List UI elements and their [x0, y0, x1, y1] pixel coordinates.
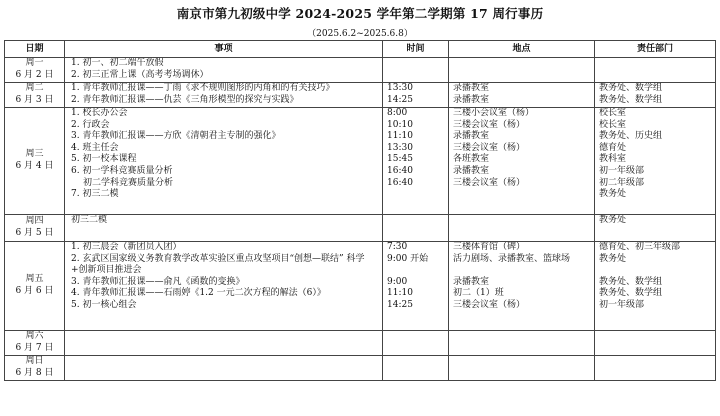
item: 2. 玄武区国家级义务教育教学改革实验区重点攻坚项目“创想—联结” 科学+创新项目推进会	[71, 253, 365, 276]
time: 13:30	[387, 83, 413, 93]
place: 录播教室	[453, 94, 490, 105]
header-date: 日期	[5, 41, 65, 58]
weekday: 周一	[25, 58, 44, 69]
place: 初二（1）班	[453, 288, 504, 299]
dept-cell	[595, 242, 716, 331]
place: 录播教室	[453, 83, 490, 93]
items-cell	[65, 108, 383, 215]
header-row	[5, 41, 716, 58]
spacer	[453, 265, 590, 277]
time-cell	[383, 331, 449, 356]
dept: 教务处	[599, 253, 627, 264]
place: 录播教室	[453, 131, 490, 142]
item: 2. 青年教师汇报课——仇芸《三角形模型的探究与实践》	[71, 94, 299, 105]
dept: 初一年级部	[599, 299, 645, 310]
dept: 教科室	[599, 154, 627, 165]
items-cell	[65, 331, 383, 356]
dept: 德育处	[599, 142, 627, 153]
dept: 校长室	[599, 119, 627, 130]
time: 11:10	[387, 131, 413, 142]
place: 录播教室	[453, 276, 490, 287]
date: 6 月 4 日	[15, 161, 54, 171]
dept-cell	[595, 215, 716, 242]
time: 14:25	[387, 94, 413, 105]
item: 1. 初三晨会（新团员入团）	[71, 242, 182, 252]
place: 活力剧场、录播教室、篮球场	[453, 253, 571, 264]
item: 5. 初一校本课程	[71, 154, 137, 165]
time: 10:10	[387, 119, 413, 130]
spacer	[387, 265, 444, 277]
time-cell	[383, 242, 449, 331]
items-cell	[65, 83, 383, 108]
day-row-thursday	[5, 215, 716, 242]
place-cell	[449, 356, 595, 381]
place: 录播教室	[453, 165, 490, 176]
date: 6 月 7 日	[15, 343, 54, 353]
date-cell	[5, 108, 65, 215]
date-cell	[5, 242, 65, 331]
weekday: 周五	[25, 274, 44, 285]
day-row-friday	[5, 242, 716, 331]
dept: 教务处、数学组	[599, 288, 663, 299]
header-place: 地点	[449, 41, 595, 58]
dept: 教务处、数学组	[599, 94, 663, 105]
date-cell	[5, 356, 65, 381]
day-row-monday	[5, 58, 716, 83]
time: 13:30	[387, 142, 413, 153]
place-cell	[449, 242, 595, 331]
weekday: 周三	[25, 149, 44, 160]
items-cell	[65, 356, 383, 381]
items-cell	[65, 242, 383, 331]
time-cell	[383, 108, 449, 215]
date: 6 月 2 日	[15, 70, 54, 80]
place-cell	[449, 215, 595, 242]
time-cell	[383, 83, 449, 108]
dept-cell	[595, 356, 716, 381]
items-cell	[65, 58, 383, 83]
item: 4. 班主任会	[71, 142, 119, 153]
date-cell	[5, 215, 65, 242]
dept: 教务处、数学组	[599, 276, 663, 287]
dept: 教务处	[599, 189, 627, 200]
item: 初二学科竞赛质量分析	[83, 177, 174, 188]
place: 三楼会议室（杨）	[453, 299, 526, 310]
time-cell	[383, 58, 449, 83]
time-cell	[383, 356, 449, 381]
time-cell	[383, 215, 449, 242]
schedule-table	[4, 40, 716, 381]
date: 6 月 6 日	[15, 286, 54, 296]
day-row-wednesday	[5, 108, 716, 215]
place: 三楼会议室（杨）	[453, 177, 526, 188]
place: 三楼会议室（杨）	[453, 119, 526, 130]
weekday: 周六	[25, 331, 44, 342]
weekday: 周四	[25, 216, 44, 227]
time: 14:25	[387, 299, 413, 310]
day-row-saturday	[5, 331, 716, 356]
weekday: 周日	[25, 356, 44, 367]
time: 15:45	[387, 154, 413, 165]
item: 4. 青年教师汇报课——石雨婷《1.2 一元二次方程的解法（6）》	[71, 288, 326, 299]
header-time: 时间	[383, 41, 449, 58]
item: 1. 青年教师汇报课——丁雨《求不规则图形的内角和的有关技巧》	[71, 83, 335, 93]
dept-cell	[595, 331, 716, 356]
page-title: 南京市第九初级中学 2024-2025 学年第二学期第 17 周行事历	[176, 6, 544, 21]
time: 9:00 开始	[387, 253, 429, 264]
time: 8:00	[387, 108, 408, 118]
item: 1. 初一、初二端午放假	[71, 58, 164, 68]
items-cell	[65, 215, 383, 242]
date: 6 月 3 日	[15, 95, 54, 105]
time: 16:40	[387, 177, 413, 188]
place: 三楼小会议室（杨）	[453, 108, 535, 118]
time: 7:30	[387, 242, 408, 252]
place-cell	[449, 58, 595, 83]
place-cell	[449, 83, 595, 108]
spacer	[599, 265, 711, 277]
item: 7. 初三二模	[71, 189, 119, 200]
dept: 教务处、数学组	[599, 83, 663, 93]
place-cell	[449, 108, 595, 215]
item: 3. 青年教师汇报课——俞凡《函数的变换》	[71, 276, 245, 287]
time: 9:00	[387, 276, 408, 287]
dept-cell	[595, 108, 716, 215]
date-cell	[5, 58, 65, 83]
item: 6. 初一学科竞赛质量分析	[71, 165, 173, 176]
header-items: 事项	[65, 41, 383, 58]
dept-cell	[595, 58, 716, 83]
date-cell	[5, 331, 65, 356]
place: 三楼体育馆（碑）	[453, 242, 526, 252]
place: 各班教室	[453, 154, 490, 165]
header-dept: 责任部门	[595, 41, 716, 58]
dept: 初二年级部	[599, 177, 645, 188]
dept: 教务处、历史组	[599, 131, 663, 142]
place: 三楼会议室（杨）	[453, 142, 526, 153]
day-row-tuesday	[5, 83, 716, 108]
dept: 教务处	[599, 215, 627, 225]
weekday: 周二	[25, 83, 44, 94]
time: 11:10	[387, 288, 413, 299]
item: 2. 行政会	[71, 119, 110, 130]
date: 6 月 8 日	[15, 368, 54, 378]
date-cell	[5, 83, 65, 108]
dept: 德育处、初三年级部	[599, 242, 681, 252]
item: 初三二模	[71, 215, 108, 225]
time: 16:40	[387, 165, 413, 176]
item: 3. 青年教师汇报课——方欣《清朝君主专制的强化》	[71, 131, 281, 142]
place-cell	[449, 331, 595, 356]
item: 2. 初三正常上课（高考考场调休）	[71, 69, 209, 80]
date: 6 月 5 日	[15, 228, 54, 238]
day-row-sunday	[5, 356, 716, 381]
item: 1. 校长办公会	[71, 108, 128, 118]
dept: 校长室	[599, 108, 627, 118]
date-range: （2025.6.2~2025.6.8）	[307, 29, 413, 39]
dept: 初一年级部	[599, 165, 645, 176]
item: 5. 初一核心组会	[71, 299, 137, 310]
dept-cell	[595, 83, 716, 108]
